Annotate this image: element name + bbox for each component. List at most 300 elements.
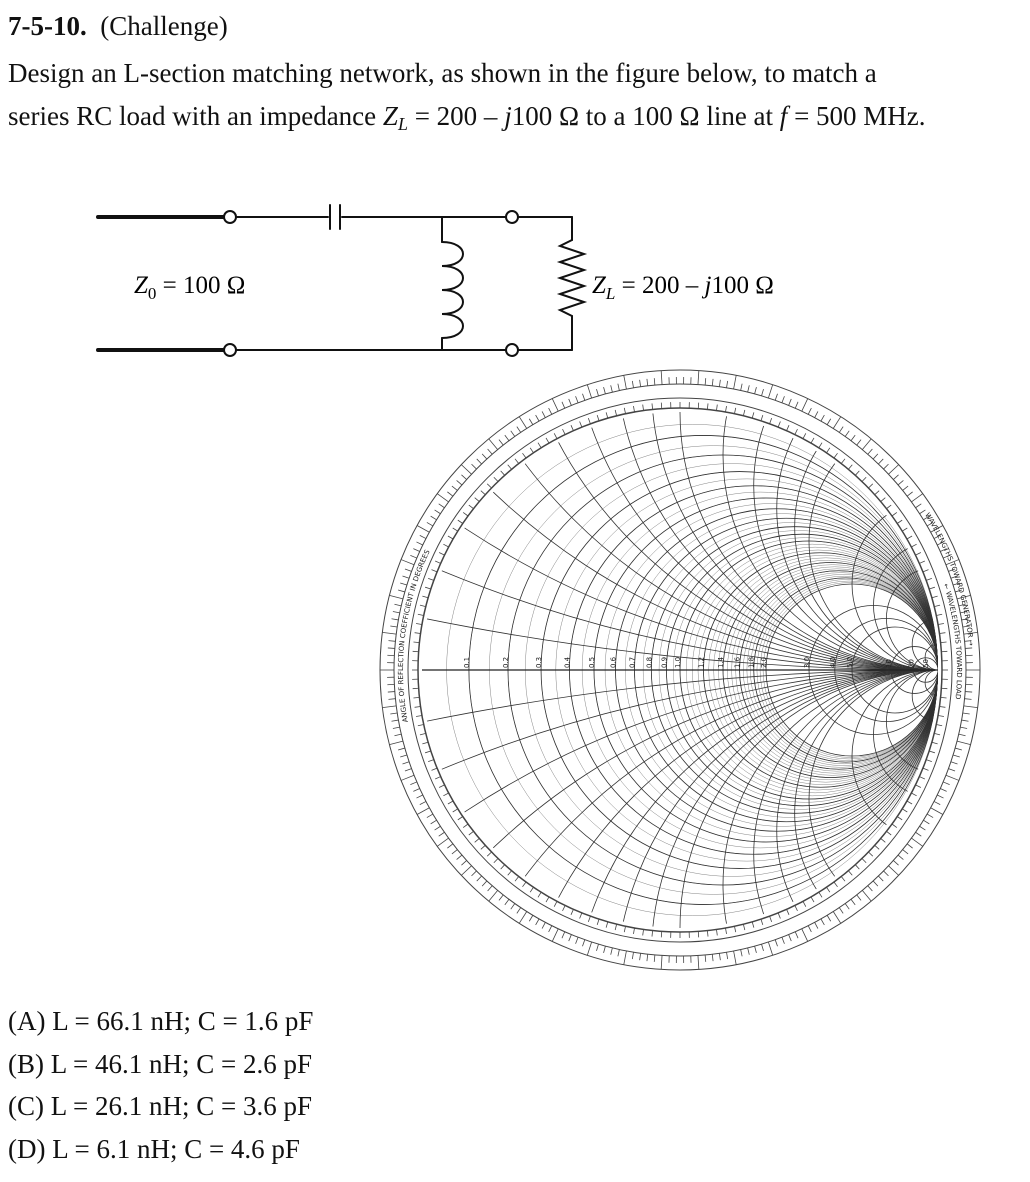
rim-tick: [907, 844, 913, 848]
rim-tick: [712, 954, 713, 961]
rim-tick: [888, 465, 898, 475]
angle-tick: [743, 410, 744, 416]
rim-tick: [916, 504, 922, 508]
rim-tick: [943, 782, 949, 785]
angle-tick: [875, 491, 879, 495]
rim-tick: [851, 899, 855, 905]
angle-tick: [501, 471, 505, 475]
resistance-label: 0.9: [660, 656, 669, 668]
angle-tick: [415, 706, 421, 707]
rim-tick: [511, 903, 515, 909]
rim-tick: [647, 379, 648, 386]
rim-tick: [893, 475, 898, 480]
resistance-label: 0.5: [588, 656, 596, 668]
choice-c[interactable]: (C) L = 26.1 nH; C = 3.6 pF: [8, 1091, 312, 1121]
resistance-label: 1.2: [697, 656, 706, 668]
reactance-arc: [754, 670, 1005, 985]
angle-tick: [761, 919, 763, 925]
angle-tick: [848, 465, 852, 470]
rim-tick: [959, 734, 966, 736]
angle-tick: [546, 897, 549, 902]
angle-tick: [907, 801, 912, 804]
rim-tick: [427, 522, 433, 526]
rim-tick: [821, 919, 824, 925]
resistance-label: 0.1: [462, 656, 471, 668]
angle-tick: [439, 785, 444, 788]
rim-tick: [920, 510, 926, 514]
rim-tick: [489, 439, 498, 450]
rim-tick: [920, 826, 926, 830]
angle-tick: [463, 512, 468, 516]
angle-tick: [418, 614, 424, 615]
rim-tick: [815, 922, 818, 928]
rim-tick: [400, 583, 407, 585]
angle-tick: [615, 410, 616, 416]
rim-tick: [393, 611, 400, 612]
rim-tick: [868, 449, 873, 454]
angle-tick: [615, 924, 616, 930]
rim-tick: [868, 886, 873, 891]
rim-tick: [390, 713, 397, 714]
rim-tick: [420, 801, 426, 804]
choice-a[interactable]: (A) L = 66.1 nH; C = 1.6 pF: [8, 1006, 314, 1036]
angle-tick: [416, 715, 422, 716]
rim-tick: [388, 641, 395, 642]
rim-tick: [392, 619, 399, 620]
angle-tick: [443, 793, 448, 796]
rim-tick: [410, 555, 416, 558]
angle-tick: [936, 614, 942, 615]
choice-b[interactable]: (B) L = 46.1 nH; C = 2.6 pF: [8, 1048, 312, 1079]
rim-tick: [965, 648, 972, 649]
rim-tick: [839, 427, 843, 433]
angle-tick: [469, 831, 474, 835]
angle-tick: [881, 498, 886, 502]
angle-tick: [469, 505, 474, 509]
inner-scale-title: ← WAVELENGTHS TOWARD LOAD: [941, 582, 964, 700]
rim-tick: [827, 915, 831, 921]
angle-tick: [563, 905, 566, 910]
angle-tick: [734, 926, 735, 932]
rim-tick: [705, 955, 706, 962]
rim-tick: [833, 911, 841, 923]
angle-tick: [481, 845, 485, 849]
angle-tick: [932, 596, 938, 598]
rim-tick: [898, 480, 903, 485]
angle-tick: [795, 429, 798, 434]
rim-tick: [748, 385, 750, 392]
rim-tick: [898, 855, 903, 860]
angle-tick: [571, 425, 573, 430]
resistance-label: 10: [885, 659, 894, 668]
rim-tick: [405, 569, 412, 571]
shunt-inductor: [442, 242, 463, 338]
angle-tick: [448, 801, 453, 804]
rim-tick: [472, 871, 477, 876]
rim-tick: [795, 932, 798, 938]
rim-tick: [517, 427, 521, 433]
rim-tick: [420, 535, 426, 538]
angle-tick: [606, 412, 608, 418]
angle-tick: [841, 876, 845, 881]
reactance-arc: [809, 412, 1005, 670]
smith-chart: [355, 355, 1005, 985]
rim-tick: [953, 755, 960, 757]
reactance-arc: [886, 670, 989, 773]
rim-tick: [457, 855, 462, 860]
rim-tick: [447, 844, 453, 848]
angle-tick: [907, 536, 912, 539]
angle-tick: [827, 887, 830, 892]
rim-tick: [536, 415, 539, 421]
angle-tick: [463, 824, 468, 828]
rim-tick: [873, 454, 878, 459]
angle-tick: [416, 623, 422, 624]
rim-tick: [964, 706, 978, 708]
rim-tick: [845, 903, 849, 909]
rim-tick: [661, 371, 662, 385]
angle-tick: [892, 824, 897, 828]
rim-tick: [768, 942, 772, 955]
outer-scale-title: WAVELENGTHS TOWARD GENERATOR →: [923, 511, 976, 647]
rim-tick: [888, 866, 898, 876]
rim-tick: [569, 399, 572, 405]
angle-tick: [929, 587, 935, 589]
rim-tick: [519, 911, 527, 923]
angle-tick: [938, 715, 944, 716]
angle-tick: [892, 512, 897, 516]
rim-tick: [821, 415, 824, 421]
rim-tick: [893, 860, 898, 865]
reactance-arc: [886, 567, 989, 670]
rim-tick: [552, 399, 558, 412]
rim-tick: [542, 922, 545, 928]
answer-choices: [8, 1000, 313, 1170]
rim-tick: [851, 435, 855, 441]
angle-tick: [743, 924, 744, 930]
rim-tick: [734, 951, 737, 965]
angle-tick: [932, 742, 938, 744]
angle-tick: [432, 768, 438, 770]
rim-tick: [698, 955, 699, 969]
resistance-label: 5.0: [846, 656, 854, 668]
rim-tick: [452, 850, 457, 854]
angle-tick: [834, 453, 838, 458]
rim-tick: [712, 379, 713, 386]
rim-tick: [927, 814, 933, 818]
rim-tick: [477, 459, 482, 464]
rim-tick: [562, 402, 565, 408]
angle-tick: [633, 406, 634, 412]
angle-tick: [508, 465, 512, 470]
angle-tick: [803, 433, 806, 438]
angle-tick: [420, 733, 426, 734]
angle-tick: [522, 453, 526, 458]
rim-tick: [529, 419, 533, 425]
rim-tick: [833, 417, 841, 429]
rim-tick: [940, 789, 946, 792]
rim-tick: [435, 826, 441, 830]
angle-tick: [803, 901, 806, 906]
rim-tick: [789, 935, 792, 941]
rim-tick: [431, 516, 437, 520]
angle-tick: [413, 697, 419, 698]
rim-tick: [549, 926, 552, 932]
rim-tick: [388, 648, 395, 649]
circuit-diagram: [80, 190, 800, 370]
rim-tick: [427, 814, 433, 818]
angle-tick: [725, 928, 726, 934]
rim-tick: [549, 408, 552, 414]
rim-tick: [878, 876, 883, 881]
rim-tick: [741, 949, 742, 956]
angle-tick: [633, 928, 634, 934]
rim-tick: [782, 396, 784, 403]
angle-tick: [919, 777, 924, 779]
rim-tick: [755, 946, 757, 953]
angle-tick: [422, 742, 428, 744]
rim-tick: [734, 375, 737, 389]
rim-tick: [437, 838, 448, 846]
angle-tick: [475, 498, 480, 502]
angle-tick: [936, 724, 942, 725]
rim-tick: [582, 940, 584, 947]
rim-tick: [398, 748, 405, 750]
resistance-label: 1.6: [733, 656, 742, 668]
resistance-label: 1.4: [717, 656, 725, 668]
rim-tick: [488, 449, 493, 454]
rim-tick: [719, 953, 720, 960]
rim-tick: [827, 419, 831, 425]
angle-tick: [432, 570, 438, 572]
rim-tick: [569, 935, 572, 941]
rim-tick: [640, 953, 641, 960]
rim-tick: [400, 755, 407, 757]
angle-tick: [939, 706, 945, 707]
rim-tick: [632, 381, 633, 388]
rim-tick: [873, 881, 878, 886]
angle-tick: [770, 916, 772, 922]
rim-tick: [401, 560, 414, 565]
rim-tick: [405, 769, 412, 771]
rim-tick: [937, 795, 943, 798]
rim-tick: [611, 948, 613, 955]
angle-tick: [934, 605, 940, 606]
resistance-label: 0.8: [645, 656, 654, 668]
angle-tick: [443, 544, 448, 547]
load-resistor: [560, 240, 584, 316]
rim-tick: [482, 881, 487, 886]
angle-tick: [902, 809, 907, 812]
angle-tick: [588, 916, 590, 922]
angle-tick: [939, 633, 945, 634]
rim-tick: [965, 699, 972, 700]
rim-tick: [552, 929, 558, 942]
rim-tick: [963, 713, 970, 714]
angle-tick: [435, 777, 440, 779]
rim-tick: [647, 954, 648, 961]
problem-tag: (Challenge): [100, 11, 228, 41]
problem-number: 7-5-10.: [8, 11, 87, 41]
rim-tick: [410, 782, 416, 785]
angle-tick: [819, 443, 822, 448]
angle-tick: [855, 865, 859, 869]
rim-tick: [499, 440, 503, 446]
angle-tick: [494, 477, 498, 481]
angle-tick: [868, 484, 872, 488]
angle-tick: [761, 415, 763, 421]
rim-tick: [604, 387, 606, 394]
rim-tick: [596, 944, 598, 951]
reactance-arc: [723, 670, 1005, 985]
angle-tick: [624, 926, 625, 932]
angle-tick: [923, 768, 929, 770]
angle-tick: [941, 697, 947, 698]
rim-tick: [413, 789, 419, 792]
angle-tick: [530, 448, 533, 453]
rim-tick: [883, 871, 888, 876]
rim-tick: [911, 494, 922, 502]
rim-tick: [755, 387, 757, 394]
angle-tick: [841, 459, 845, 464]
angle-tick: [458, 817, 463, 820]
angle-tick: [546, 438, 549, 443]
angle-tick: [787, 909, 789, 914]
rim-tick: [624, 951, 627, 965]
angle-tick: [938, 623, 944, 624]
rim-tick: [962, 720, 969, 721]
rim-tick: [618, 384, 619, 391]
rim-tick: [931, 808, 943, 815]
angle-tick: [881, 838, 886, 842]
resistance-label: 1.8: [747, 656, 756, 668]
angle-tick: [448, 536, 453, 539]
resistance-label: 0.6: [609, 656, 618, 668]
rim-tick: [808, 408, 811, 414]
rim-tick: [802, 399, 808, 412]
problem-title: [8, 8, 228, 44]
rim-tick: [401, 775, 414, 780]
rim-tick: [437, 494, 448, 502]
rim-tick: [903, 850, 908, 854]
terminal-top-left: [224, 211, 236, 223]
angle-tick: [787, 425, 789, 430]
angle-tick: [515, 876, 519, 881]
angle-tick: [425, 587, 431, 589]
rim-tick: [477, 876, 482, 881]
angle-tick: [725, 406, 726, 412]
angle-tick: [428, 760, 434, 762]
angle-tick: [752, 922, 754, 928]
rim-tick: [624, 375, 627, 389]
angle-tick: [897, 817, 902, 820]
rim-tick: [416, 542, 422, 545]
angle-tick: [435, 561, 440, 563]
reactance-arc: [925, 670, 951, 696]
rim-tick: [654, 378, 655, 385]
rim-tick: [447, 492, 453, 496]
rim-tick: [529, 915, 533, 921]
angle-scale-title: ANGLE OF REFLECTION COEFFICIENT IN DEGREES: [396, 548, 432, 723]
angle-tick: [868, 852, 872, 856]
rim-tick: [698, 371, 699, 385]
rim-tick: [775, 394, 777, 401]
rim-tick: [845, 431, 849, 437]
rim-tick: [640, 380, 641, 387]
angle-tick: [926, 760, 932, 762]
angle-tick: [501, 865, 505, 869]
resistance-label: 4.0: [828, 656, 837, 668]
angle-tick: [734, 408, 735, 414]
rim-tick: [587, 385, 591, 398]
rim-tick: [741, 384, 742, 391]
rim-tick: [403, 576, 410, 578]
rim-tick: [505, 899, 509, 905]
rim-tick: [488, 886, 493, 891]
reactance-arc: [651, 670, 1005, 985]
angle-tick: [862, 858, 866, 862]
angle-tick: [487, 852, 491, 856]
angle-tick: [475, 838, 480, 842]
rim-tick: [862, 439, 871, 450]
angle-tick: [902, 528, 907, 531]
rim-tick: [536, 919, 539, 925]
angle-tick: [926, 578, 932, 580]
angle-tick: [911, 544, 916, 547]
angle-tick: [494, 858, 498, 862]
rim-tick: [948, 769, 955, 771]
rim-tick: [815, 411, 818, 417]
rim-tick: [762, 389, 764, 396]
reactance-arc: [809, 670, 1005, 928]
rim-tick: [461, 475, 466, 480]
rim-tick: [499, 895, 503, 901]
angle-tick: [413, 642, 419, 643]
rim-tick: [452, 486, 457, 490]
angle-tick: [538, 892, 541, 897]
angle-tick: [606, 922, 608, 928]
angle-tick: [934, 733, 940, 734]
rim-tick: [957, 741, 971, 744]
terminal-bottom-left: [224, 344, 236, 356]
angle-tick: [915, 785, 920, 788]
problem-statement: [8, 52, 1018, 146]
resistance-label: 20: [907, 659, 916, 668]
resistance-label: 3.0: [803, 656, 811, 668]
rim-tick: [517, 908, 521, 914]
angle-tick: [580, 422, 582, 428]
choice-d[interactable]: (D) L = 6.1 nH; C = 4.6 pF: [8, 1133, 300, 1164]
rim-tick: [862, 890, 871, 901]
rim-tick: [916, 832, 922, 836]
rim-tick: [390, 626, 397, 627]
angle-tick: [554, 901, 557, 906]
angle-tick: [897, 520, 902, 523]
angle-tick: [811, 438, 814, 443]
rim-tick: [632, 952, 633, 959]
rim-tick: [775, 940, 777, 947]
reactance-arc: [852, 670, 1005, 842]
angle-tick: [588, 418, 590, 424]
angle-tick: [811, 897, 814, 902]
rim-tick: [489, 890, 498, 901]
angle-tick: [923, 570, 929, 572]
rim-tick: [582, 394, 584, 401]
rim-tick: [394, 604, 401, 606]
angle-tick: [716, 405, 717, 411]
statement-line-1: Design an L-section matching network, as shown in the figure below, to match a: [8, 58, 877, 88]
angle-tick: [415, 633, 421, 634]
